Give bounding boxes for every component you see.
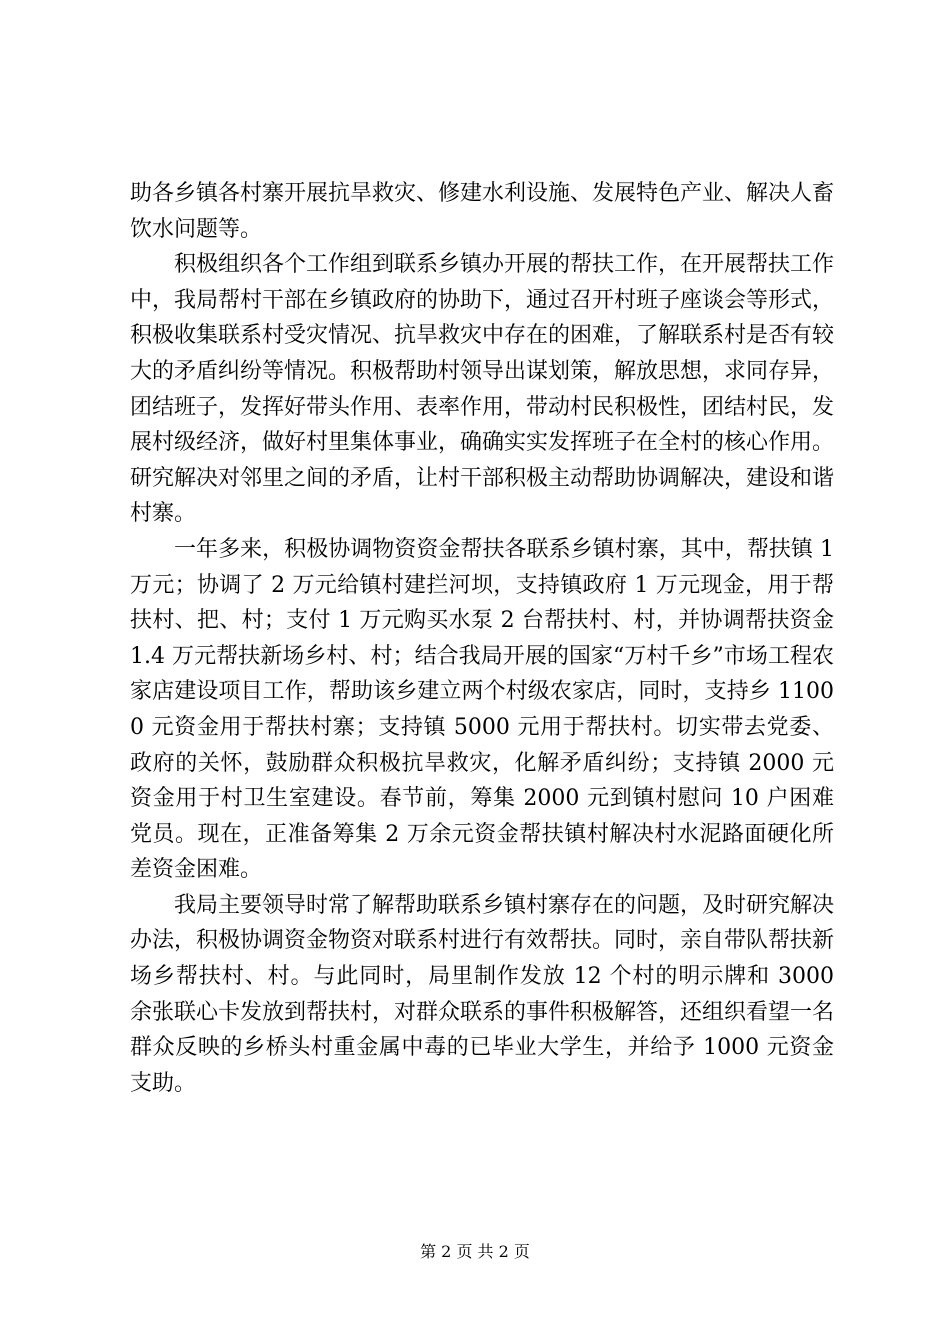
paragraph-2: 积极组织各个工作组到联系乡镇办开展的帮扶工作，在开展帮扶工作中，我局帮村干部在乡镇政府的协助下，通过召开村班子座谈会等形式，积极收集联系村受灾情况、抗旱救灾中存在的困难，了解联系村是否有较大的矛盾纠纷等情况。积极帮助村领导出谋划策，解放思想，求同存异，团结班子，发挥好带头作用、表率作用，带动村民积极性，团结村民，发展村级经济，做好村里集体事业，确确实实发挥班子在全村的核心作用。研究解决对邻里之间的矛盾，让村干部积极主动帮助协调解决，建设和谐村寨。 [130,252,835,527]
paragraph-3: 一年多来，积极协调物资资金帮扶各联系乡镇村寨，其中，帮扶镇 1 万元；协调了 2 万元给镇村建拦河坝，支持镇政府 1 万元现金，用于帮扶村、把、村；支付 1 万元购买水泵 2 台帮扶村、村，并协调帮扶资金 1.4 万元帮扶新场乡村、村；结合我局开展的国家“万村千乡”市场工程农家店建设项目工作，帮助该乡建立两个村级农家店，同时，支持乡 11000 元资金用于帮扶村寨；支持镇 5000 元用于帮扶村。切实带去党委、政府的关怀，鼓励群众积极抗旱救灾，化解矛盾纠纷；支持镇 2000 元资金用于村卫生室建设。春节前，筹集 2000 元到镇村慰问 10 户困难党员。现在，正准备筹集 2 万余元资金帮扶镇村解决村水泥路面硬化所差资金困难。 [130,536,834,883]
page-footer: 第 2 页 共 2 页 [420,1242,530,1261]
paragraph-4: 我局主要领导时常了解帮助联系乡镇村寨存在的问题，及时研究解决办法，积极协调资金物资对联系村进行有效帮扶。同时，亲自带队帮扶新场乡帮扶村、村。与此同时，局里制作发放 12 个村的明示牌和 3000 余张联心卡发放到帮扶村，对群众联系的事件积极解答，还组织看望一名群众反映的乡桥头村重金属中毒的已毕业大学生，并给予 1000 元资金支助。 [130,892,835,1096]
body-text [130,176,834,1101]
paragraph-1: 助各乡镇各村寨开展抗旱救灾、修建水利设施、发展特色产业、解决人畜饮水问题等。 [130,181,835,242]
